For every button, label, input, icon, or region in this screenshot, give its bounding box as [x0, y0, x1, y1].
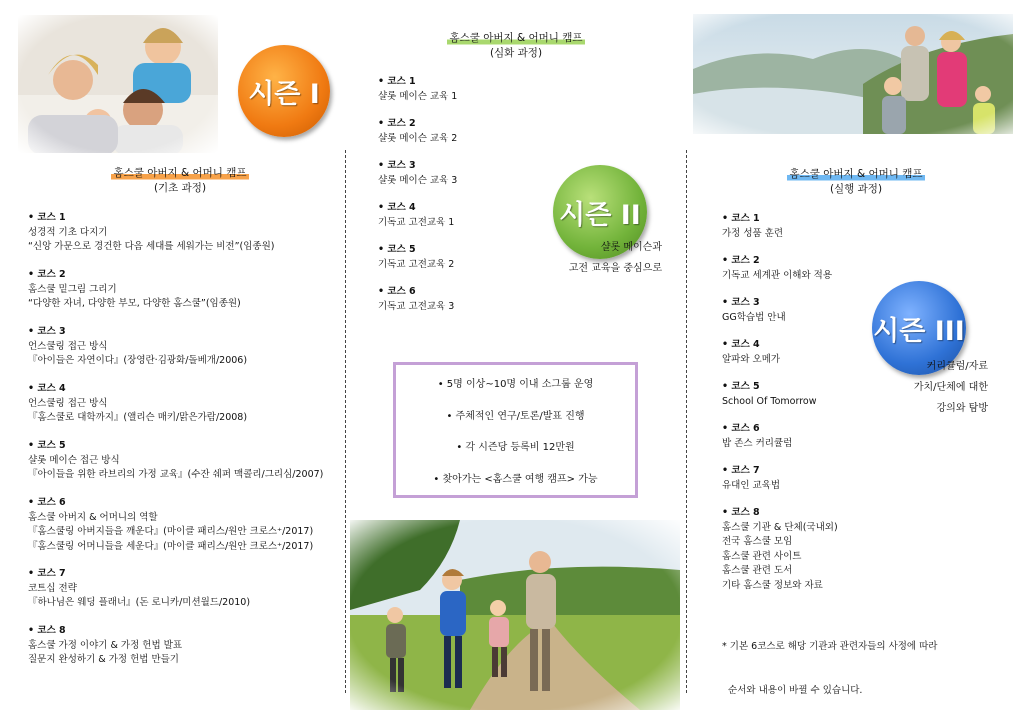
- season3-course-1: [722, 212, 783, 241]
- course-title: • 코스 6: [378, 285, 454, 300]
- footnote-line: * 기본 6코스로 해당 기관과 관련자들의 사정에 따라: [722, 641, 938, 652]
- season2-course-4: [378, 201, 454, 230]
- footnote-line: 순서와 내용이 바뀔 수 있습니다.: [722, 684, 863, 696]
- season3-footnote: [722, 611, 937, 713]
- season3-course-6: [722, 422, 792, 451]
- note-line: 커리큘럼/자료: [926, 361, 988, 372]
- season1-course-3: [28, 325, 247, 369]
- season2-heading-sub: (심화 과정): [489, 47, 543, 59]
- season1-course-5: [28, 439, 323, 483]
- season2-course-2: [378, 117, 457, 146]
- season3-course-8: [722, 506, 838, 593]
- course-line: 전국 홈스쿨 모임: [722, 536, 793, 547]
- season2-course-6: [378, 285, 454, 314]
- season1-course-6: [28, 496, 313, 554]
- course-line: 기독교 세계관 이해와 적용: [722, 269, 833, 281]
- course-line: 알파와 오메가: [722, 353, 781, 365]
- course-line: 홈스쿨 밑그림 그리기: [28, 283, 117, 295]
- info-box: [393, 362, 638, 498]
- column-divider-right: [686, 150, 687, 693]
- season2-heading: [396, 31, 636, 61]
- course-line: 샬롯 메이슨 교육 2: [378, 132, 458, 144]
- season2-course-3: [378, 159, 457, 188]
- season3-course-4: [722, 338, 780, 367]
- course-line: “신앙 가문으로 경건한 다음 세대를 세워가는 비전”(임종원): [28, 241, 275, 252]
- season2-course-1: [378, 75, 457, 104]
- course-line: 샬롯 메이슨 접근 방식: [28, 454, 120, 466]
- course-line: 언스쿨링 접근 방식: [28, 397, 108, 409]
- course-line: 기독교 고전교육 1: [378, 216, 455, 228]
- course-title: • 코스 1: [28, 211, 274, 226]
- season3-badge: 시즌 III: [872, 281, 966, 375]
- course-title: • 코스 4: [28, 382, 247, 397]
- family-photo-top-right: [693, 14, 1013, 134]
- course-line: 코트십 전략: [28, 582, 77, 594]
- course-line: 홈스쿨 아버지 & 어머니의 역할: [28, 511, 158, 523]
- course-line: 홈스쿨 관련 사이트: [722, 550, 802, 562]
- note-line: 고전 교육을 중심으로: [568, 263, 662, 274]
- course-line: 『아이들은 자연이다』(장영란·김광화/돌베개/2006): [28, 355, 248, 366]
- course-line: 기독교 고전교육 2: [378, 258, 455, 270]
- note-line: 가치/단체에 대한: [913, 382, 988, 393]
- course-title: • 코스 1: [722, 212, 783, 227]
- course-line: 『하나님은 웨딩 플래너』(돈 로니카/미션월드/2010): [28, 597, 251, 608]
- season3-course-5: [722, 380, 817, 409]
- course-line: 질문지 완성하기 & 가정 헌법 만들기: [28, 654, 179, 665]
- season1-heading-sub: (기초 과정): [153, 182, 207, 194]
- season1-course-2: [28, 268, 241, 312]
- course-line: 『홈스쿨링 어머니들을 세운다』(마이클 패리스/원안 크로스⁺/2017): [28, 540, 314, 552]
- course-title: • 코스 5: [28, 439, 323, 454]
- course-line: 샬롯 메이슨 교육 1: [378, 90, 458, 102]
- note-line: 샬롯 메이슨과: [600, 242, 662, 253]
- course-title: • 코스 2: [28, 268, 241, 283]
- season3-course-7: [722, 464, 780, 493]
- season1-course-1: [28, 211, 274, 255]
- course-line: 홈스쿨 관련 도서: [722, 565, 793, 576]
- season3-heading-sub: (실행 과정): [829, 183, 883, 195]
- course-title: • 코스 2: [378, 117, 457, 132]
- season1-badge: 시즌 I: [238, 45, 330, 137]
- season1-heading: [60, 166, 300, 196]
- season1-heading-title: 홈스쿨 아버지 & 어머니 캠프: [113, 167, 247, 179]
- course-line: 『홈스쿨로 대학까지』(앨리슨 매키/맑은가람/2008): [28, 412, 248, 423]
- course-line: 밥 존스 커리큘럼: [722, 437, 793, 449]
- course-title: • 코스 8: [722, 506, 838, 521]
- course-line: 기독교 고전교육 3: [378, 300, 455, 312]
- course-title: • 코스 3: [28, 325, 247, 340]
- course-title: • 코스 2: [722, 254, 832, 269]
- course-title: • 코스 1: [378, 75, 457, 90]
- course-title: • 코스 4: [722, 338, 780, 353]
- course-line: 성경적 기초 다지기: [28, 226, 108, 238]
- course-line: School Of Tomorrow: [722, 395, 817, 407]
- course-title: • 코스 4: [378, 201, 454, 216]
- course-line: 홈스쿨 기관 & 단체(국내외): [722, 521, 838, 533]
- season3-note: [860, 356, 988, 419]
- season1-course-4: [28, 382, 247, 426]
- course-line: 기타 홈스쿨 정보와 자료: [722, 579, 823, 591]
- family-photo-top-left: [18, 15, 218, 153]
- column-divider-left: [345, 150, 346, 693]
- info-line: • 5명 이상~10명 이내 소그룹 운영: [437, 379, 594, 390]
- course-title: • 코스 8: [28, 624, 182, 639]
- season2-course-5: [378, 243, 454, 272]
- season2-note: [540, 237, 662, 279]
- course-title: • 코스 5: [378, 243, 454, 258]
- season1-course-7: [28, 567, 250, 611]
- season2-badge: 시즌 II: [553, 165, 647, 259]
- info-line: • 찾아가는 <홈스쿨 여행 캠프> 가능: [433, 473, 598, 485]
- season3-course-3: [722, 296, 786, 325]
- course-title: • 코스 3: [378, 159, 457, 174]
- course-title: • 코스 6: [28, 496, 313, 511]
- note-line: 강의와 탐방: [936, 403, 988, 414]
- info-line: • 주체적인 연구/토론/발표 진행: [446, 410, 585, 422]
- course-title: • 코스 5: [722, 380, 817, 395]
- season3-heading: [736, 167, 976, 197]
- course-line: 가정 성품 훈련: [722, 227, 784, 239]
- course-title: • 코스 7: [722, 464, 780, 479]
- course-title: • 코스 6: [722, 422, 792, 437]
- season2-heading-title: 홈스쿨 아버지 & 어머니 캠프: [449, 32, 583, 44]
- season3-course-2: [722, 254, 832, 283]
- course-line: 홈스쿨 가정 이야기 & 가정 헌법 발표: [28, 639, 183, 651]
- course-line: 유대인 교육법: [722, 479, 781, 491]
- course-line: 『홈스쿨링 아버지들을 깨운다』(마이클 패리스/원안 크로스⁺/2017): [28, 526, 314, 537]
- course-title: • 코스 3: [722, 296, 786, 311]
- family-walking-photo: [350, 520, 680, 710]
- season1-course-8: [28, 624, 182, 668]
- course-line: “다양한 자녀, 다양한 부모, 다양한 홈스쿨”(임종원): [28, 298, 241, 309]
- course-line: 언스쿨링 접근 방식: [28, 340, 108, 352]
- info-line: • 각 시즌당 등록비 12만원: [456, 442, 575, 454]
- course-line: 샬롯 메이슨 교육 3: [378, 174, 458, 186]
- course-line: 『아이들을 위한 라브리의 가정 교육』(수잔 쉐퍼 맥콜리/그리심/2007): [28, 469, 324, 480]
- course-title: • 코스 7: [28, 567, 250, 582]
- season3-heading-title: 홈스쿨 아버지 & 어머니 캠프: [789, 168, 923, 180]
- course-line: GG학습법 안내: [722, 311, 786, 323]
